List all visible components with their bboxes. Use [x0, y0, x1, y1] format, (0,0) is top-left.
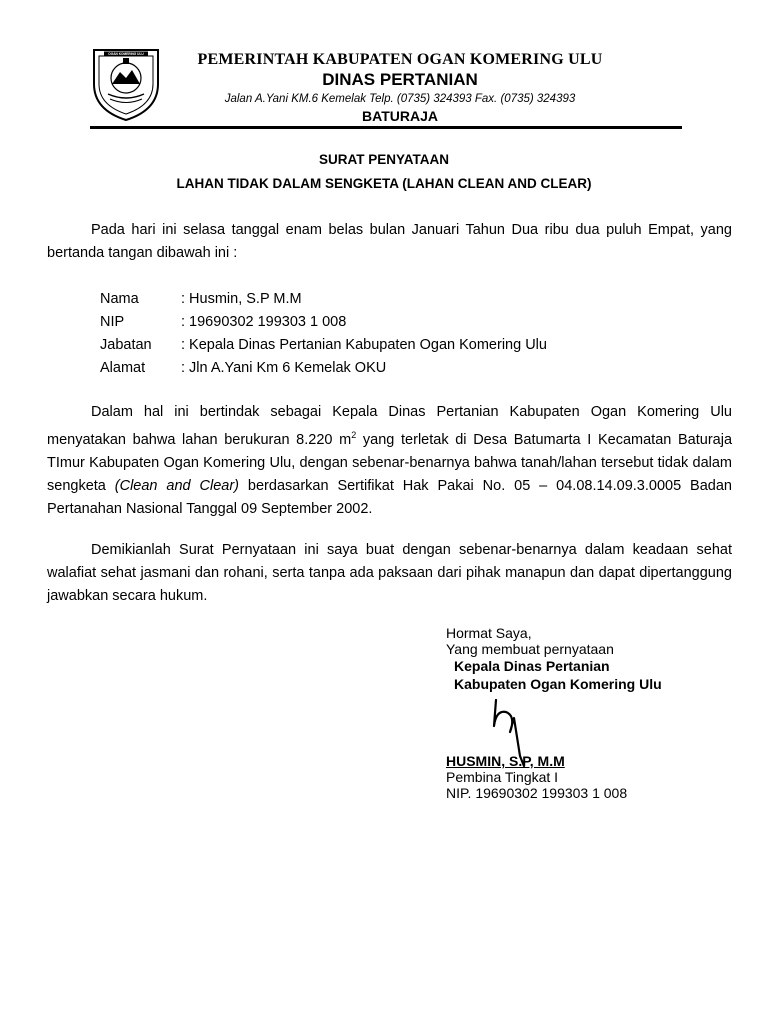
field-row-nip — [100, 311, 547, 334]
signature-role-intro: Yang membuat pernyataan — [446, 641, 614, 657]
signature-position: Kepala Dinas Pertanian — [454, 658, 610, 674]
field-row-name — [100, 288, 547, 311]
closing-paragraph — [47, 539, 732, 608]
letterhead-government: PEMERINTAH KABUPATEN OGAN KOMERING ULU — [197, 51, 603, 68]
field-value: : Kepala Dinas Pertanian Kabupaten Ogan Komering Ulu — [181, 337, 547, 353]
letterhead-agency: DINAS PERTANIAN — [322, 70, 478, 89]
letterhead-city: BATURAJA — [362, 108, 438, 124]
document-title: SURAT PENYATAAN — [318, 152, 449, 167]
regency-seal-logo — [90, 44, 162, 122]
field-row-address — [100, 357, 547, 380]
opening-paragraph — [47, 219, 732, 265]
statement-text-a: Dalam hal ini bertindak sebagai Kepala Dinas Pertanian Kabupaten Ogan Komering Ulu menyatakan bahwa lahan berukuran 8.220 m — [47, 404, 732, 448]
document-subtitle: LAHAN TIDAK DALAM SENGKETA (LAHAN CLEAN AND CLEAR) — [176, 176, 592, 191]
signer-name: HUSMIN, S.P, M.M — [446, 753, 565, 769]
field-row-position — [100, 334, 547, 357]
field-value: : Jln A.Yani Km 6 Kemelak OKU — [181, 360, 387, 376]
seal-text: OGAN KOMERING ULU — [108, 51, 144, 56]
statement-paragraph — [47, 401, 732, 521]
field-value: : 19690302 199303 1 008 — [181, 314, 347, 330]
signer-rank: Pembina Tingkat I — [446, 769, 559, 785]
statement-text-b: yang terletak di Desa Batumarta I Kecamatan Baturaja TImur Kabupaten Ogan Komering Ulu, dengan sebenar-benarnya bahwa tanah/lahan tersebut tidak dalam sengketa — [47, 431, 733, 494]
signature-greeting: Hormat Saya, — [446, 625, 532, 641]
field-label: Alamat — [100, 360, 146, 376]
letterhead-address: Jalan A.Yani KM.6 Kemelak Telp. (0735) 324393 Fax. (0735) 324393 — [224, 93, 576, 105]
signer-nip: NIP. 19690302 199303 1 008 — [446, 785, 628, 801]
field-label: NIP — [100, 314, 125, 330]
identity-fields — [100, 288, 547, 380]
statement-text-c: berdasarkan Sertifikat Hak Pakai No. 05 – 04.08.14.09.3.0005 Badan Pertanahan Nasional Tanggal 09 September 2002. — [47, 477, 732, 517]
opening-text: Pada hari ini selasa tanggal enam belas bulan Januari Tahun Dua ribu dua puluh Empat, yang bertanda tangan dibawah ini : — [47, 222, 732, 261]
letterhead-divider — [90, 126, 682, 129]
signature-regency: Kabupaten Ogan Komering Ulu — [454, 676, 662, 692]
field-value: : Husmin, S.P M.M — [181, 291, 302, 307]
field-label: Nama — [100, 291, 139, 307]
closing-text: Demikianlah Surat Pernyataan ini saya buat dengan sebenar-benarnya dalam keadaan sehat walafiat sehat jasmani dan rohani, serta tanpa ada paksaan dari pihak manapun dan dapat dipertanggung jawabkan secara hukum. — [47, 542, 732, 604]
area-unit-superscript: 2 — [351, 430, 357, 440]
field-label: Jabatan — [100, 337, 152, 353]
statement-italic: (Clean and Clear) — [114, 477, 239, 494]
